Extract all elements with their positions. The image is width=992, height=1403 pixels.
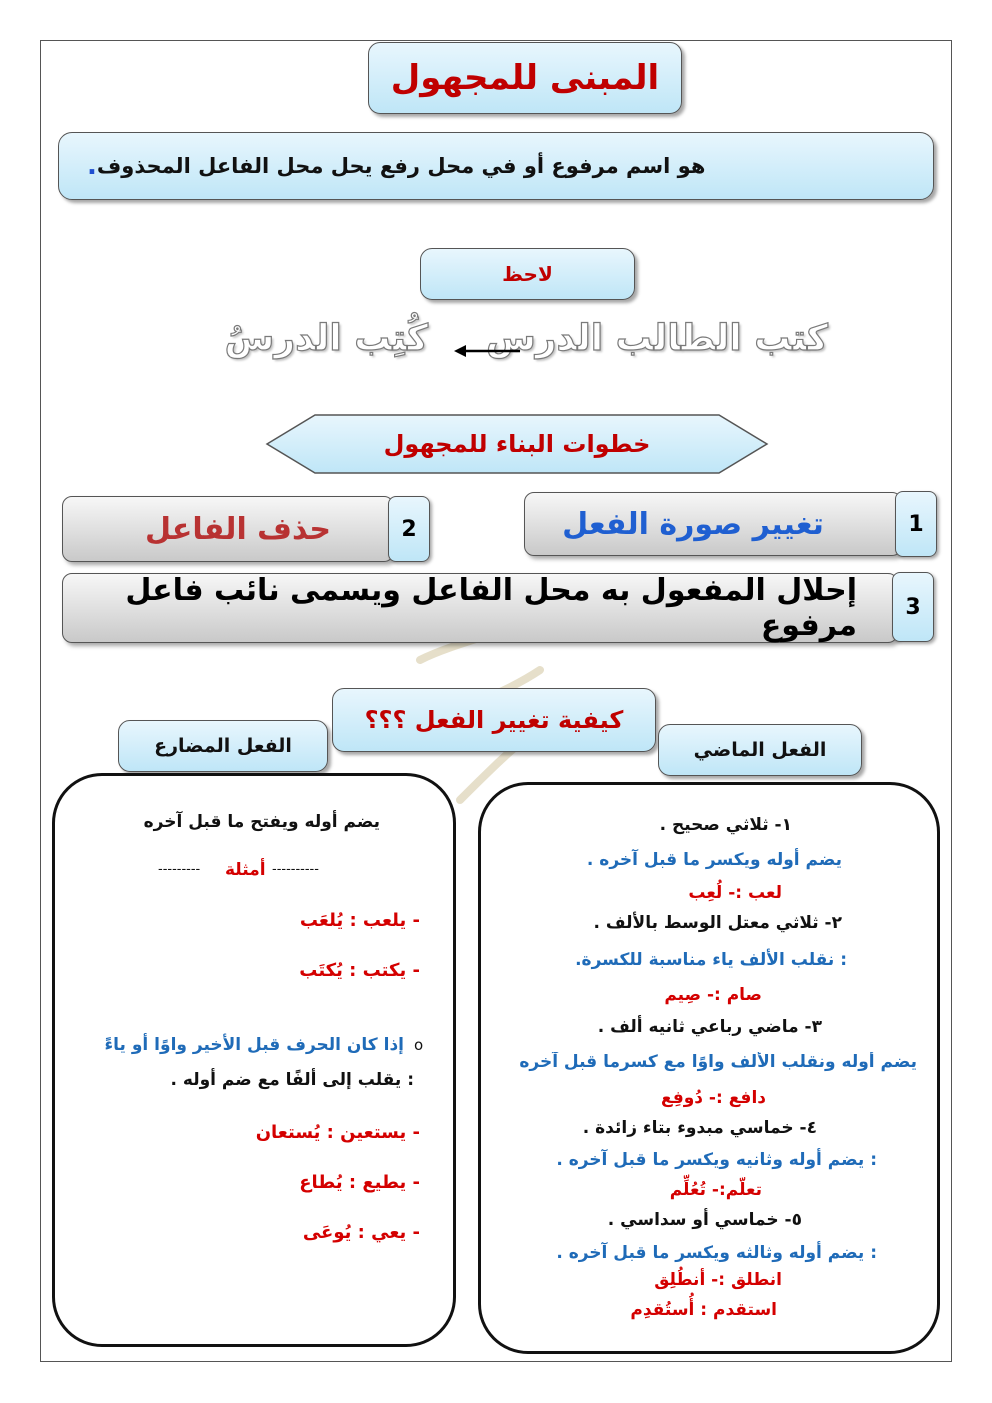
page-title: المبنى للمجهول <box>368 42 682 114</box>
definition-box <box>58 132 934 200</box>
past-line: ٥- خماسي أو سداسي . <box>607 1210 802 1230</box>
past-line: يضم أوله ويكسر ما قبل آخره . <box>586 850 842 870</box>
past-line: دافع :- دُوفِع <box>660 1088 766 1108</box>
past-line: تعلّم:- تُعُلِّم <box>669 1180 762 1200</box>
example-passive-sentence: كُتِب الدرسُ <box>224 318 428 359</box>
past-line: ١- ثلاثي صحيح . <box>659 815 792 835</box>
example-active-sentence: كتب الطالب الدرس <box>486 318 828 359</box>
step-1-number: 1 <box>895 491 937 557</box>
steps-title: خطوات البناء للمجهول <box>383 430 651 458</box>
past-verb-header: الفعل الماضي <box>658 724 862 776</box>
past-line: : يضم أوله وثالثه ويكسر ما قبل آخره . <box>556 1243 877 1263</box>
definition-end-mark: . <box>87 151 97 181</box>
examples-dashes-right: ---------- <box>272 862 319 877</box>
definition-text: هو اسم مرفوع أو في محل رفع يحل محل الفاعل المحذوف <box>96 154 706 178</box>
present-example-item: - يستعين : يُستعان <box>255 1122 420 1143</box>
how-title: كيفية تغيير الفعل ؟؟؟ <box>332 688 656 752</box>
note-label: لاحظ <box>420 248 635 300</box>
present-example-item: - يعي : يُوعَى <box>302 1222 420 1243</box>
step-2-box: حذف الفاعل <box>62 496 394 562</box>
step-3-number: 3 <box>892 572 934 642</box>
examples-dashes-left: --------- <box>158 862 201 877</box>
past-line: ٢- ثلاثي معتل الوسط بالألف . <box>593 913 842 933</box>
step-2-number: 2 <box>388 496 430 562</box>
past-line: استقدم : أُستُقدِم <box>630 1300 777 1320</box>
condition-text-line1: إذا كان الحرف قبل الأخير واوًا أو ياءً <box>104 1035 404 1055</box>
step-3-box: إحلال المفعول به محل الفاعل ويسمى نائب فاعل مرفوع <box>62 573 898 643</box>
present-example-item: - يطيع : يُطاع <box>299 1172 420 1193</box>
past-line: لعب :- لُعِب <box>688 883 782 903</box>
past-line: : يضم أوله وثانيه ويكسر ما قبل آخره . <box>556 1150 877 1170</box>
past-line: : نقلب الألف ياء مناسبة للكسرة. <box>575 950 847 970</box>
present-example-item: - يلعب : يُلعَب <box>299 910 420 931</box>
past-line: ٤- خماسي مبدوء بتاء زائدة . <box>582 1118 817 1138</box>
present-example-item: - يكتب : يُكتَب <box>299 960 420 981</box>
past-line: صام :- صِيم <box>664 985 762 1005</box>
condition-text-line2: : يقلب إلى ألفًا مع ضم أوله . <box>170 1070 414 1090</box>
past-line: يضم أوله ونقلب الألف واوًا مع كسرما قبل آخره <box>519 1052 917 1072</box>
step-1-box: تغيير صورة الفعل <box>524 492 902 556</box>
past-line: انطلق :- أنطُلِق <box>654 1270 782 1290</box>
examples-label: أمثلة <box>225 860 266 880</box>
present-rule: يضم أوله ويفتح ما قبل آخره <box>143 812 380 832</box>
present-verb-header: الفعل المضارع <box>118 720 328 772</box>
condition-bullet: o <box>414 1036 424 1054</box>
left-arrow-icon <box>452 341 524 361</box>
past-line: ٣- ماضي رباعي ثانيه ألف . <box>597 1017 822 1037</box>
